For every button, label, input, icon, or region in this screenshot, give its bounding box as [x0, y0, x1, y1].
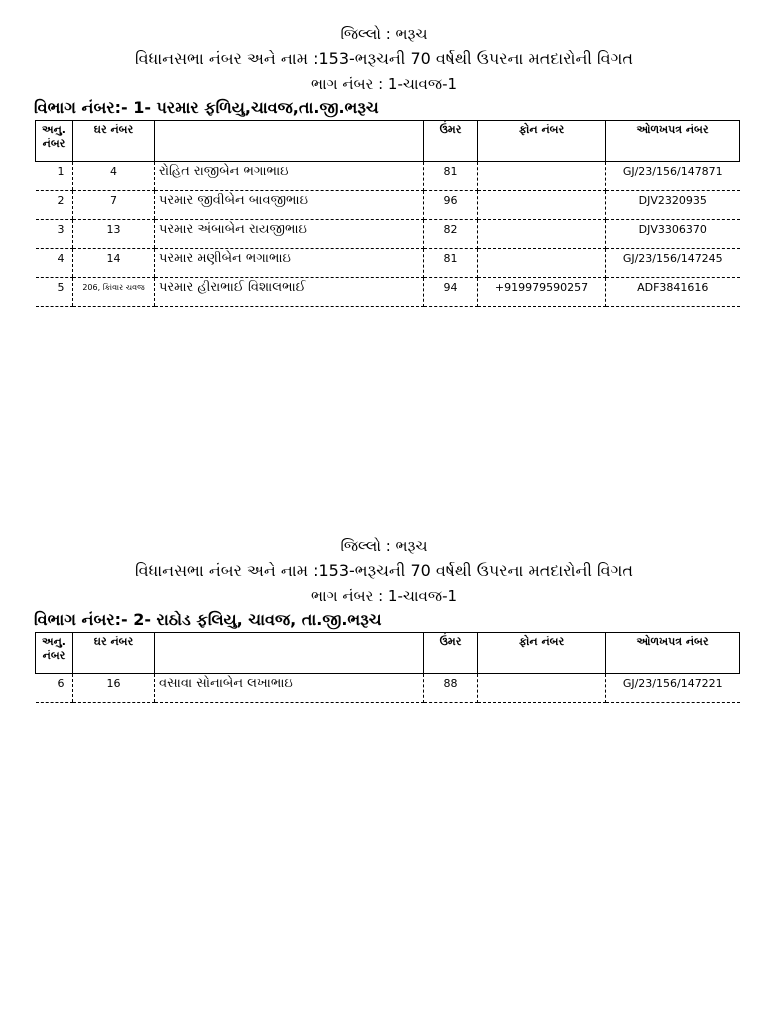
- voter-table: [35, 120, 740, 307]
- cell-house-number: 13: [73, 220, 155, 249]
- table-row: [36, 162, 740, 191]
- table-row: [36, 220, 740, 249]
- header-name: [155, 633, 424, 674]
- cell-house-number: 16: [73, 674, 155, 703]
- cell-house-number: 4: [73, 162, 155, 191]
- cell-age: 96: [424, 191, 478, 220]
- subsection-heading: વિભાગ નંબર:- 1- પરમાર ફળિયુ,ચાવજ,તા.જી.ભરૂચ: [34, 98, 379, 117]
- subsection-heading: વિભાગ નંબર:- 2- રાઠોડ ફલિયુ, ચાવજ, તા.જી.ભરૂચ: [34, 610, 382, 629]
- district-heading: જિલ્લો : ભરૂચ: [340, 537, 428, 555]
- header-age: ઉંમર: [424, 633, 478, 674]
- cell-id-number: ADF3841616: [606, 278, 740, 307]
- cell-age: 82: [424, 220, 478, 249]
- cell-serial-number: 1: [36, 162, 73, 191]
- document-title: વિધાનસભા નંબર અને નામ :153-ભરૂચની 70 વર્ષથી ઉપરના મતદારોની વિગત: [135, 49, 633, 68]
- cell-phone-number: [478, 674, 606, 703]
- voter-table: [35, 632, 740, 703]
- cell-id-number: GJ/23/156/147221: [606, 674, 740, 703]
- cell-serial-number: 5: [36, 278, 73, 307]
- header-age: ઉંમર: [424, 121, 478, 162]
- header-serial-number: અનુ. નંબર: [36, 121, 73, 162]
- document-title: વિધાનસભા નંબર અને નામ :153-ભરૂચની 70 વર્ષથી ઉપરના મતદારોની વિગત: [135, 561, 633, 580]
- header-phone-number: ફોન નંબર: [478, 121, 606, 162]
- part-number: ભાગ નંબર : 1-ચાવજ-1: [310, 75, 458, 93]
- cell-serial-number: 3: [36, 220, 73, 249]
- cell-phone-number: [478, 249, 606, 278]
- header-house-number: ઘર નંબર: [73, 121, 155, 162]
- part-number: ભાગ નંબર : 1-ચાવજ-1: [310, 587, 458, 605]
- cell-name: રોહિત રાજીબેન ભગાભાઇ: [155, 162, 424, 191]
- cell-phone-number: [478, 220, 606, 249]
- cell-serial-number: 6: [36, 674, 73, 703]
- header-name: [155, 121, 424, 162]
- cell-age: 81: [424, 162, 478, 191]
- table-header-row: [36, 121, 740, 162]
- table-header-row: [36, 633, 740, 674]
- cell-id-number: GJ/23/156/147871: [606, 162, 740, 191]
- cell-house-number: 206, કાિંવાર ચવજ: [73, 278, 155, 307]
- cell-age: 94: [424, 278, 478, 307]
- cell-id-number: DJV3306370: [606, 220, 740, 249]
- cell-house-number: 14: [73, 249, 155, 278]
- table-row: [36, 191, 740, 220]
- header-serial-number: અનુ. નંબર: [36, 633, 73, 674]
- cell-name: વસાવા સોનાબેન લખાભાઇ: [155, 674, 424, 703]
- cell-name: પરમાર હીરાભાઈ વિશાલભાઈ: [155, 278, 424, 307]
- header-house-number: ઘર નંબર: [73, 633, 155, 674]
- cell-id-number: GJ/23/156/147245: [606, 249, 740, 278]
- cell-serial-number: 2: [36, 191, 73, 220]
- table-row: [36, 278, 740, 307]
- header-phone-number: ફોન નંબર: [478, 633, 606, 674]
- cell-phone-number: [478, 191, 606, 220]
- cell-name: પરમાર જીવીબેન બાવજીભાઇ: [155, 191, 424, 220]
- cell-house-number: 7: [73, 191, 155, 220]
- cell-phone-number: [478, 162, 606, 191]
- cell-age: 88: [424, 674, 478, 703]
- cell-id-number: DJV2320935: [606, 191, 740, 220]
- cell-phone-number: +919979590257: [478, 278, 606, 307]
- district-heading: જિલ્લો : ભરૂચ: [340, 25, 428, 43]
- table-row: [36, 249, 740, 278]
- cell-age: 81: [424, 249, 478, 278]
- header-id-number: ઓળખપત્ર નંબર: [606, 121, 740, 162]
- cell-serial-number: 4: [36, 249, 73, 278]
- cell-name: પરમાર અંબાબેન રાયજીભાઇ: [155, 220, 424, 249]
- cell-name: પરમાર મણીબેન ભગાભાઇ: [155, 249, 424, 278]
- table-row: [36, 674, 740, 703]
- header-id-number: ઓળખપત્ર નંબર: [606, 633, 740, 674]
